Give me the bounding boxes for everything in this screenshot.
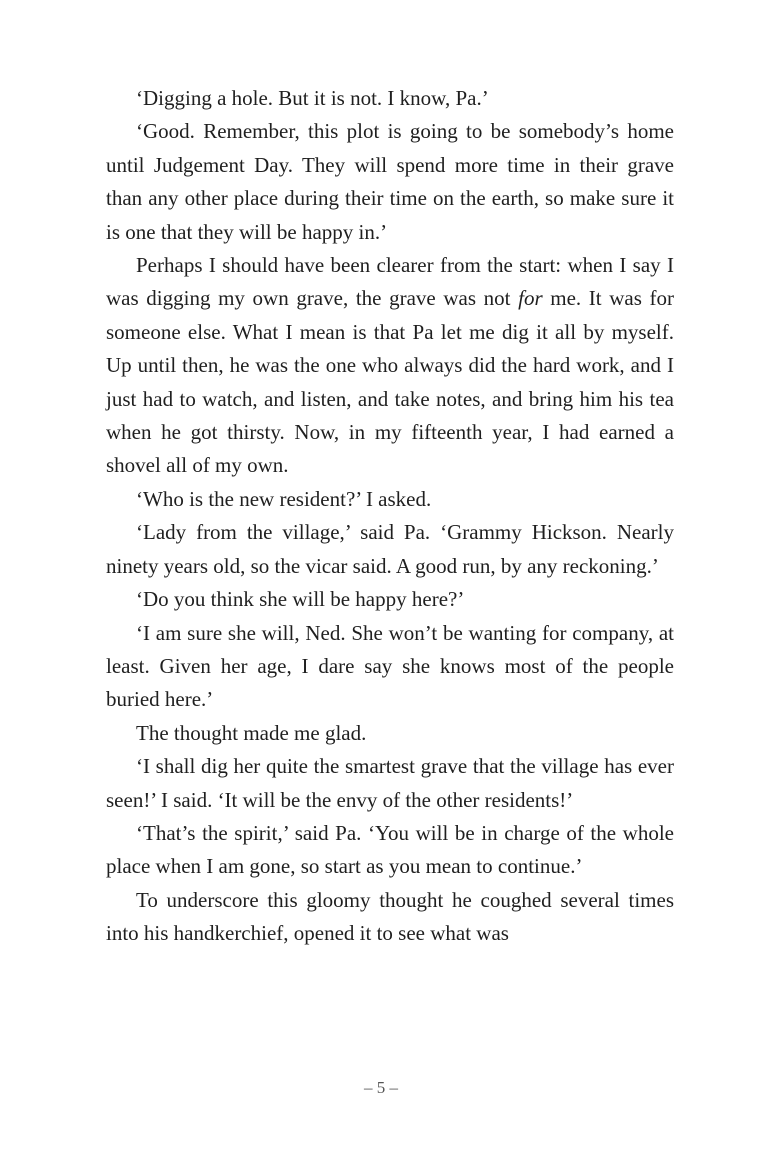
emphasized-word: for	[518, 286, 543, 311]
page-number: – 5 –	[364, 1078, 398, 1097]
paragraph: ‘Lady from the village,’ said Pa. ‘Grammy Hickson. Nearly ninety years old, so the vicar said. A good run, by any reckoning.’	[106, 520, 674, 578]
paragraph-text-before: Perhaps I should have been clearer from the start: when I say I was digging my own grave, the grave was not	[106, 253, 674, 311]
body-text	[106, 82, 674, 951]
paragraph: ‘Do you think she will be happy here?’	[136, 587, 465, 612]
paragraph: ‘Who is the new resident?’ I asked.	[136, 486, 432, 511]
paragraph: ‘I shall dig her quite the smartest grave that the village has ever seen!’ I said. ‘It will be the envy of the other residents!’	[106, 754, 674, 812]
paragraph: The thought made me glad.	[136, 720, 367, 745]
paragraph-text-after: me. It was for someone else. What I mean is that Pa let me dig it all by myself. Up until then, he was the one who always did the hard work, and I just had to watch, and listen, and take notes, and bring him his tea when he got thirsty. Now, in my fifteenth year, I had earned a shovel all of my own.	[106, 286, 674, 478]
paragraph: To underscore this gloomy thought he coughed several times into his handkerchief, opened it to see what was	[106, 887, 674, 946]
paragraph: ‘Digging a hole. But it is not. I know, Pa.’	[136, 86, 489, 110]
paragraph: ‘That’s the spirit,’ said Pa. ‘You will be in charge of the whole place when I am gone, so start as you mean to continue.’	[106, 820, 674, 879]
paragraph-with-emphasis	[106, 249, 674, 483]
paragraph: ‘Good. Remember, this plot is going to be somebody’s home until Judgement Day. They will spend more time in their grave than any other place during their time on the earth, so make sure it is one that they will be happy in.’	[106, 119, 674, 244]
paragraph: ‘I am sure she will, Ned. She won’t be wanting for company, at least. Given her age, I dare say she knows most of the people buried here.’	[106, 620, 674, 712]
